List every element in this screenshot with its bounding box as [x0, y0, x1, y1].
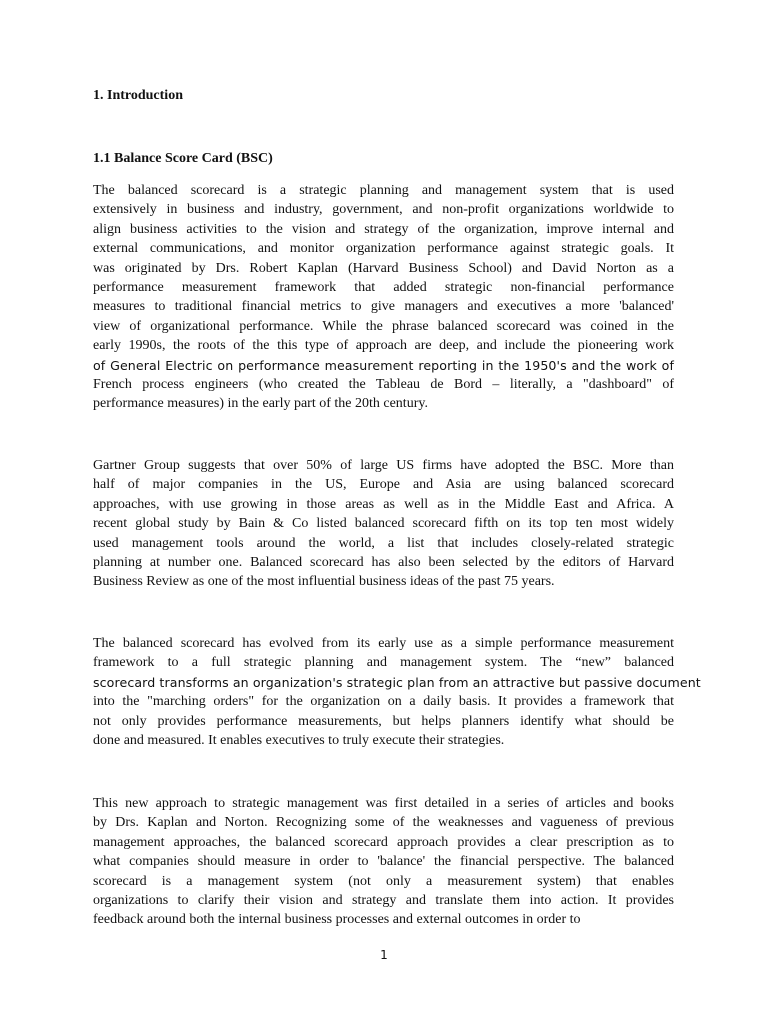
- text-line: This new approach to strategic management was first detailed in a series of articles and books: [93, 796, 674, 811]
- text-line: performance measurement framework that added strategic non-financial performance: [93, 280, 674, 296]
- text-line: scorecard is a management system (not only a measurement system) that enables: [93, 873, 674, 889]
- text-line: of General Electric on performance measurement reporting in the 1950's and the work of: [93, 357, 674, 373]
- page-number: 1: [380, 948, 388, 962]
- text-line: by Drs. Kaplan and Norton. Recognizing some of the weaknesses and vagueness of previous: [93, 815, 674, 831]
- text-line: measures to traditional financial metrics to give managers and executives a more 'balanced': [93, 299, 674, 315]
- text-line: The balanced scorecard is a strategic planning and management system that is used: [93, 183, 674, 198]
- text-line: organizations to clarify their vision and strategy and translate them into action. It provides: [93, 893, 674, 909]
- text-line: half of major companies in the US, Europe and Asia are using balanced scorecard: [93, 477, 674, 493]
- text-line: what companies should measure in order to 'balance' the financial perspective. The balanced: [93, 854, 674, 870]
- text-line: external communications, and monitor organization performance against strategic goals. It: [93, 241, 674, 257]
- paragraph: [93, 634, 701, 750]
- text-line: align business activities to the vision and strategy of the organization, improve internal and: [93, 221, 674, 237]
- paragraph: [93, 456, 674, 592]
- paragraph: [93, 794, 674, 930]
- text-line: The balanced scorecard has evolved from its early use as a simple performance measurement: [93, 636, 674, 651]
- text-line: was originated by Drs. Robert Kaplan (Harvard Business School) and David Norton as a: [93, 260, 674, 276]
- text-line: feedback around both the internal business processes and external outcomes in order to: [93, 912, 581, 928]
- text-line: scorecard transforms an organization's strategic plan from an attractive but passive document: [93, 674, 701, 690]
- text-line: view of organizational performance. While the phrase balanced scorecard was coined in the: [93, 318, 674, 334]
- text-line: performance measures) in the early part of the 20th century.: [93, 396, 428, 412]
- paragraph: [93, 181, 674, 414]
- text-line: French process engineers (who created the Tableau de Bord – literally, a "dashboard" of: [93, 377, 674, 393]
- text-line: Gartner Group suggests that over 50% of large US firms have adopted the BSC. More than: [93, 458, 674, 473]
- text-line: recent global study by Bain & Co listed balanced scorecard fifth on its top ten most widely: [93, 516, 674, 532]
- text-line: into the "marching orders" for the organization on a daily basis. It provides a framework that: [93, 694, 674, 710]
- text-line: framework to a full strategic planning and management system. The “new” balanced: [93, 655, 674, 671]
- text-line: done and measured. It enables executives to truly execute their strategies.: [93, 733, 505, 749]
- text-line: management approaches, the balanced scorecard approach provides a clear prescription as to: [93, 834, 674, 850]
- text-line: Business Review as one of the most influential business ideas of the past 75 years.: [93, 574, 555, 590]
- subsection-heading: 1.1 Balance Score Card (BSC): [93, 151, 273, 166]
- text-line: not only provides performance measurements, but helps planners identify what should be: [93, 713, 674, 729]
- text-line: extensively in business and industry, government, and non-profit organizations worldwide to: [93, 202, 674, 218]
- text-line: used management tools around the world, a list that includes closely-related strategic: [93, 535, 674, 551]
- section-heading: 1. Introduction: [93, 88, 183, 103]
- text-line: early 1990s, the roots of the this type of approach are deep, and include the pioneering work: [93, 338, 674, 354]
- text-line: approaches, with use growing in those areas as well as in the Middle East and Africa. A: [93, 496, 674, 512]
- text-line: planning at number one. Balanced scorecard has also been selected by the editors of Harvard: [93, 555, 674, 571]
